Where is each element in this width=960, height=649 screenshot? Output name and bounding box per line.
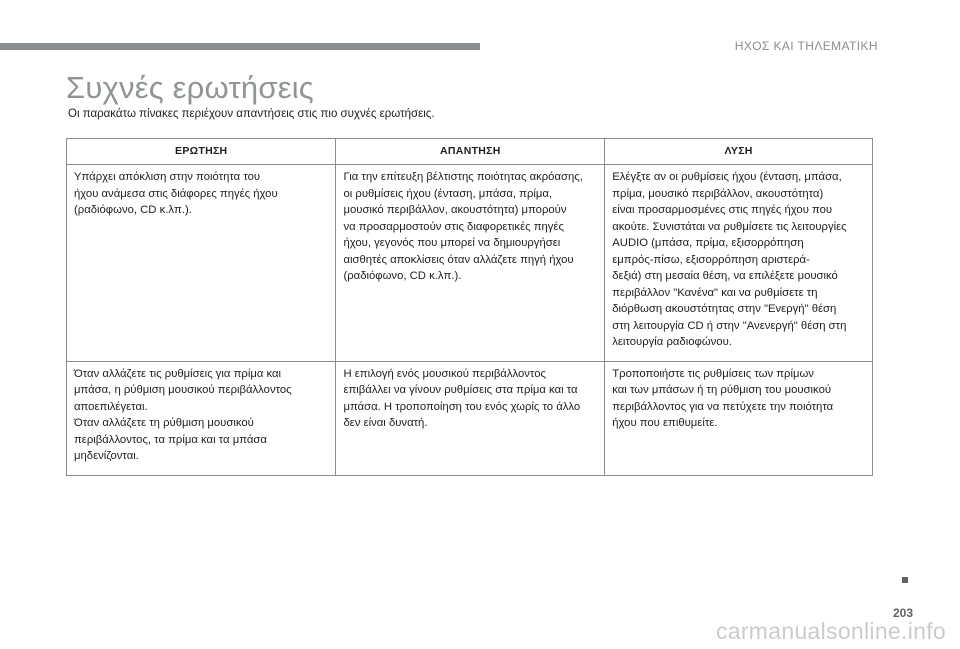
cell-line: Τροποποιήστε τις ρυθμίσεις των πρίμων [612,367,814,380]
cell-line: πρίμα, μουσικό περιβάλλον, ακουστότητα) [612,187,824,200]
page-title: Συχνές ερωτήσεις [66,70,314,105]
cell-line: μπάσα, η ρύθμιση μουσικού περιβάλλοντος [74,384,292,396]
page-subtitle: Οι παρακάτω πίνακες περιέχουν απαντήσεις στις πιο συχνές ερωτήσεις. [68,108,435,120]
table-header-row [67,139,873,165]
cell-line: δεν είναι δυνατή. [343,417,428,429]
cell-line: να προσαρμοστούν στις διαφορετικές πηγές [343,220,564,233]
solution-cell [605,361,873,475]
cell-line: μπάσα. Η τροποποίηση του ενός χωρίς το άλλο [343,400,581,413]
solution-cell [605,165,873,362]
column-header-solution: ΛΥΣΗ [605,139,873,165]
cell-line: και των μπάσων ή τη ρύθμιση του μουσικού [612,384,832,396]
cell-line: αισθητές αποκλίσεις όταν αλλάζετε πηγή ήχου [343,253,574,266]
cell-line: λειτουργία ραδιοφώνου. [612,336,732,348]
column-header-question: ΕΡΩΤΗΣΗ [67,139,336,165]
watermark-logo: carmanualsonline.info [715,618,946,644]
cell-line: Υπάρχει απόκλιση στην ποιότητα του [74,171,261,183]
cell-line: εμπρός-πίσω, εξισορρόπηση αριστερά- [612,253,810,266]
answer-cell [336,165,605,362]
cell-line: είναι προσαρμοσμένες στις πηγές ήχου που [612,204,833,216]
cell-line: (ραδιόφωνο, CD κ.λπ.). [74,204,192,216]
cell-line: διόρθωση ακουστότητας στην "Ενεργή" θέση [612,303,837,315]
column-header-answer: ΑΠΑΝΤΗΣΗ [336,139,605,165]
cell-line: Όταν αλλάζετε τη ρύθμιση μουσικού [74,417,254,429]
cell-line: Η επιλογή ενός μουσικού περιβάλλοντος [343,367,546,380]
table-row [67,165,873,362]
cell-line: AUDIO (μπάσα, πρίμα, εξισορρόπηση [612,237,804,249]
question-cell [67,361,336,475]
cell-line: στη λειτουργία CD ή στην "Ανενεργή" θέση στη [612,319,847,332]
cell-line: μουσικό περιβάλλον, ακουστότητα) μπορούν [343,204,567,216]
chapter-marker [902,577,908,583]
cell-line: ήχου που επιθυμείτε. [612,417,718,429]
cell-line: Για την επίτευξη βέλτιστης ποιότητας ακρόασης, [343,171,583,183]
cell-line: (ραδιόφωνο, CD κ.λπ.). [343,270,462,282]
cell-line: Ελέγξτε αν οι ρυθμίσεις ήχου (ένταση, μπάσα, [612,171,842,183]
cell-line: ακούτε. Συνιστάται να ρυθμίσετε τις λειτουργίες [612,220,847,233]
cell-line: Όταν αλλάζετε τις ρυθμίσεις για πρίμα και [74,367,282,380]
cell-line: ήχου ανάμεσα στις διάφορες πηγές ήχου [74,187,278,200]
page-number: 203 [893,606,914,620]
cell-line: περιβάλλοντος, τα πρίμα και τα μπάσα [74,433,267,446]
cell-line: δεξιά) στη μεσαία θέση, να επιλέξετε μουσικό [612,270,838,282]
faq-table [66,138,873,476]
cell-line: ήχου, γεγονός που μπορεί να δημιουργήσει [343,237,561,249]
answer-cell [336,361,605,475]
table-row [67,361,873,475]
cell-line: επιβάλλει να γίνουν ρυθμίσεις στα πρίμα και τα [343,384,578,396]
cell-line: μηδενίζονται. [74,450,139,462]
header-rule [0,43,480,50]
question-cell [67,165,336,362]
cell-line: περιβάλλοντος για να πετύχετε την ποιότητα [612,400,834,413]
section-title: ΗΧΟΣ ΚΑΙ ΤΗΛΕΜΑΤΙΚΗ [734,39,878,53]
cell-line: περιβάλλον "Κανένα" και να ρυθμίσετε τη [612,286,818,299]
cell-line: αποεπιλέγεται. [74,400,148,413]
cell-line: οι ρυθμίσεις ήχου (ένταση, μπάσα, πρίμα, [343,187,553,200]
